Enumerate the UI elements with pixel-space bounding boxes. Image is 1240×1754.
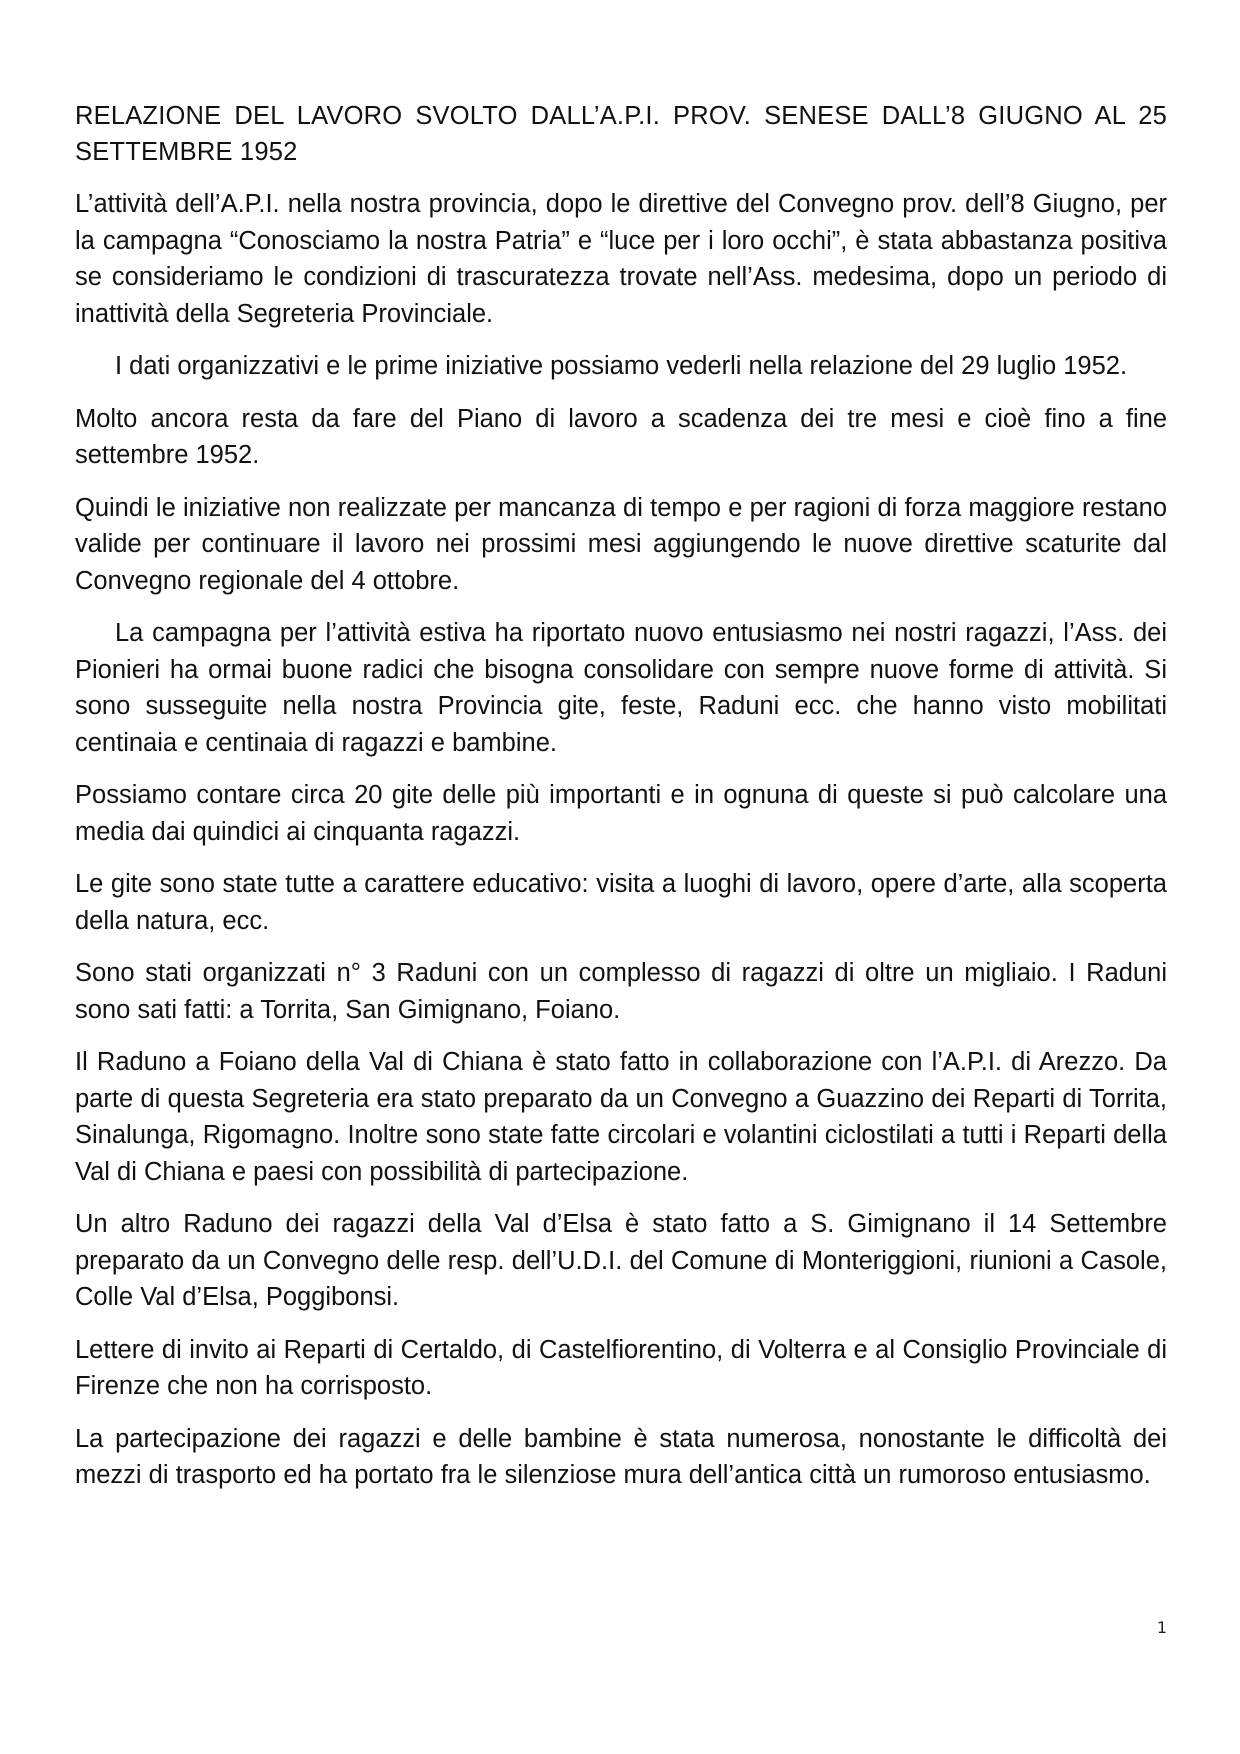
- paragraph-5: La campagna per l’attività estiva ha riportato nuovo entusiasmo nei nostri ragazzi, l’Ass. dei Pionieri ha ormai buone radici che bisogna consolidare con sempre nuove forme di attività. Si sono susseguite nella nostra Provincia gite, feste, Raduni ecc. che hanno visto mobilitati centinaia e centinaia di ragazzi e bambine.: [75, 619, 1167, 757]
- paragraph-9: Il Raduno a Foiano della Val di Chiana è stato fatto in collaborazione con l’A.P.I. di Arezzo. Da parte di questa Segreteria era stato preparato da un Convegno a Guazzino dei Reparti di Torrita, Sinalunga, Rigomagno. Inoltre sono state fatte circolari e volantini ciclostilati a tutti i Reparti della Val di Chiana e paesi con possibilità di partecipazione.: [75, 1048, 1167, 1186]
- paragraph-12: La partecipazione dei ragazzi e delle bambine è stata numerosa, nonostante le difficoltà dei mezzi di trasporto ed ha portato fra le silenziose mura dell’antica città un rumoroso entusiasmo.: [75, 1424, 1167, 1489]
- document-title: RELAZIONE DEL LAVORO SVOLTO DALL’A.P.I. PROV. SENESE DALL’8 GIUGNO AL 25 SETTEMBRE 1952: [75, 102, 1167, 166]
- document-page: [75, 98, 1167, 1510]
- paragraph-1: L’attività dell’A.P.I. nella nostra provincia, dopo le direttive del Convegno prov. dell’8 Giugno, per la campagna “Conosciamo la nostra Patria” e “luce per i loro occhi”, è stata abbastanza positiva se consideriamo le condizioni di trascuratezza trovate nell’Ass. medesima, dopo un periodo di inattività della Segreteria Provinciale.: [75, 190, 1167, 328]
- paragraph-10: Un altro Raduno dei ragazzi della Val d’Elsa è stato fatto a S. Gimignano il 14 Settembre preparato da un Convegno delle resp. dell’U.D.I. del Comune di Monteriggioni, riunioni a Casole, Colle Val d’Elsa, Poggibonsi.: [75, 1210, 1167, 1311]
- paragraph-2: I dati organizzativi e le prime iniziative possiamo vederli nella relazione del 29 luglio 1952.: [115, 352, 1128, 380]
- paragraph-6: Possiamo contare circa 20 gite delle più importanti e in ognuna di queste si può calcolare una media dai quindici ai cinquanta ragazzi.: [75, 781, 1167, 846]
- paragraph-7: Le gite sono state tutte a carattere educativo: visita a luoghi di lavoro, opere d’arte, alla scoperta della natura, ecc.: [75, 870, 1167, 935]
- page-number: 1: [1156, 1618, 1167, 1637]
- paragraph-4: Quindi le iniziative non realizzate per mancanza di tempo e per ragioni di forza maggiore restano valide per continuare il lavoro nei prossimi mesi aggiungendo le nuove direttive scaturite dal Convegno regionale del 4 ottobre.: [75, 493, 1167, 595]
- paragraph-8: Sono stati organizzati n° 3 Raduni con un complesso di ragazzi di oltre un migliaio. I Raduni sono sati fatti: a Torrita, San Gimignano, Foiano.: [75, 959, 1167, 1024]
- paragraph-11: Lettere di invito ai Reparti di Certaldo, di Castelfiorentino, di Volterra e al Consiglio Provinciale di Firenze che non ha corrisposto.: [75, 1335, 1167, 1400]
- paragraph-3: Molto ancora resta da fare del Piano di lavoro a scadenza dei tre mesi e cioè fino a fine settembre 1952.: [75, 404, 1167, 469]
